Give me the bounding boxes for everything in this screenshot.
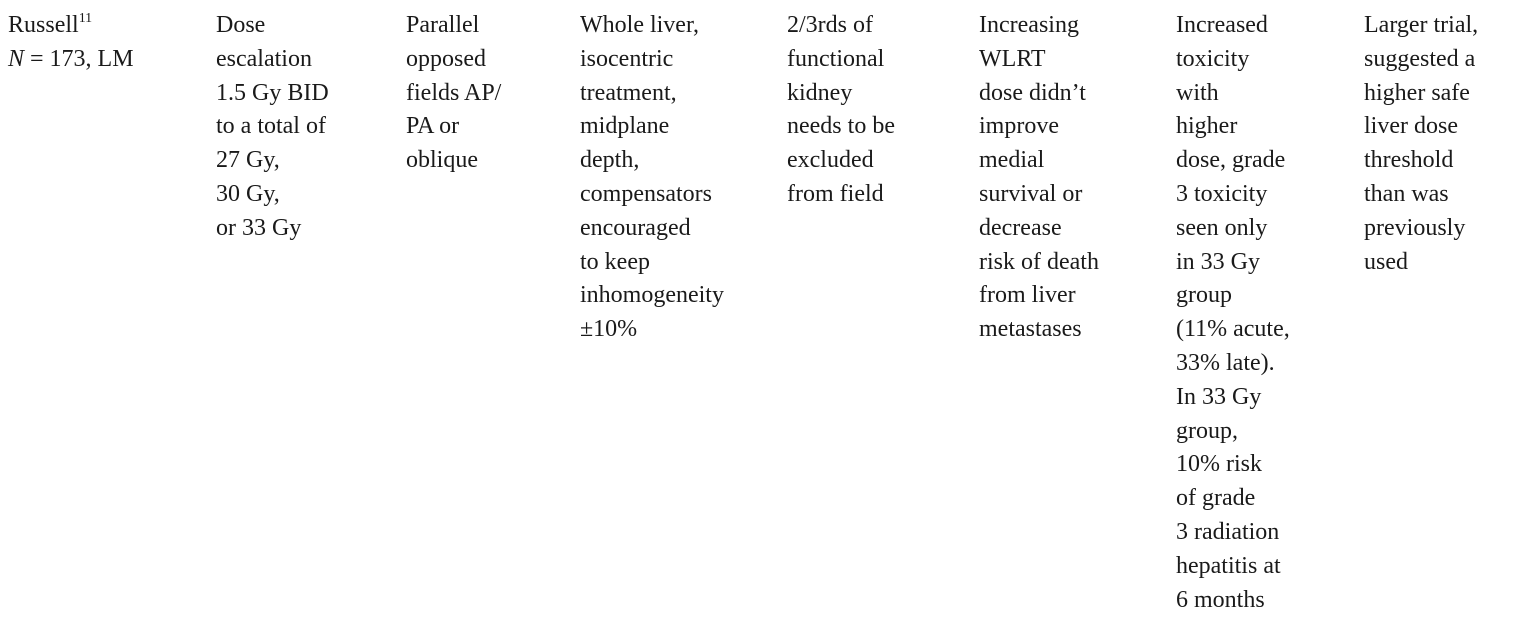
- toxicity-line: (11% acute,: [1176, 316, 1290, 343]
- study-author-line: [8, 9, 134, 43]
- toxicity-line: In 33 Gy: [1176, 383, 1262, 410]
- target-line: inhomogeneity: [580, 282, 724, 309]
- outcome-line: Increasing: [979, 12, 1079, 38]
- constraints-line: from field: [787, 180, 884, 207]
- outcome-cell: [979, 9, 1099, 347]
- dose-line: 1.5 Gy BID: [216, 79, 329, 106]
- outcome-line: from liver: [979, 282, 1076, 309]
- toxicity-line: with: [1176, 79, 1219, 106]
- toxicity-line: toxicity: [1176, 45, 1250, 72]
- toxicity-line: of grade: [1176, 485, 1256, 512]
- toxicity-line: group,: [1176, 417, 1238, 444]
- target-line: midplane: [580, 113, 670, 140]
- toxicity-line: 10% risk: [1176, 451, 1262, 478]
- target-line: to keep: [580, 248, 650, 275]
- toxicity-line: 33% late).: [1176, 349, 1275, 376]
- target-line: compensators: [580, 180, 712, 207]
- dose-line: 30 Gy,: [216, 180, 280, 207]
- target-line: Whole liver,: [580, 12, 699, 38]
- constraints-line: needs to be: [787, 113, 895, 140]
- outcome-line: improve: [979, 113, 1059, 140]
- comments-line: previously: [1364, 214, 1466, 241]
- target-cell: [580, 9, 724, 347]
- toxicity-line: 3 radiation: [1176, 518, 1280, 545]
- sample-size-value: = 173, LM: [24, 45, 134, 72]
- technique-line: oblique: [406, 147, 478, 174]
- dose-line: Dose: [216, 12, 266, 38]
- comments-line: Larger trial,: [1364, 12, 1479, 38]
- comments-line: used: [1364, 248, 1408, 275]
- outcome-line: risk of death: [979, 248, 1099, 275]
- technique-line: fields AP/: [406, 79, 502, 106]
- toxicity-line: in 33 Gy: [1176, 248, 1260, 275]
- toxicity-line: group: [1176, 282, 1232, 309]
- toxicity-line: higher: [1176, 113, 1238, 140]
- sample-size-label: N: [8, 45, 25, 72]
- toxicity-line: dose, grade: [1176, 147, 1286, 174]
- constraints-line: excluded: [787, 147, 874, 174]
- toxicity-line: hepatitis at: [1176, 552, 1281, 579]
- target-line: isocentric: [580, 45, 674, 72]
- outcome-line: metastases: [979, 316, 1082, 343]
- toxicity-line: seen only: [1176, 214, 1268, 241]
- dose-line: to a total of: [216, 113, 326, 140]
- dose-cell: [216, 9, 329, 246]
- toxicity-cell: [1176, 9, 1290, 617]
- technique-line: PA or: [406, 113, 460, 140]
- outcome-line: WLRT: [979, 45, 1046, 72]
- target-line: depth,: [580, 147, 640, 174]
- outcome-line: survival or: [979, 180, 1083, 207]
- constraints-line: 2/3rds of: [787, 12, 873, 38]
- outcome-line: decrease: [979, 214, 1062, 241]
- reference-superscript: 11: [78, 11, 93, 26]
- technique-line: opposed: [406, 45, 486, 72]
- study-sample-line: [8, 43, 134, 77]
- technique-line: Parallel: [406, 12, 480, 38]
- comments-line: than was: [1364, 180, 1449, 207]
- dose-line: escalation: [216, 45, 312, 72]
- outcome-line: medial: [979, 147, 1045, 174]
- constraints-cell: [787, 9, 895, 212]
- dose-line: or 33 Gy: [216, 214, 302, 241]
- toxicity-line: Increased: [1176, 12, 1268, 38]
- constraints-line: kidney: [787, 79, 853, 106]
- target-line: encouraged: [580, 214, 691, 241]
- toxicity-line: 6 months: [1176, 586, 1265, 613]
- dose-line: 27 Gy,: [216, 147, 280, 174]
- toxicity-line: 3 toxicity: [1176, 180, 1268, 207]
- comments-line: suggested a: [1364, 45, 1476, 72]
- constraints-line: functional: [787, 45, 885, 72]
- study-cell: [8, 9, 134, 77]
- target-line: treatment,: [580, 79, 677, 106]
- outcome-line: dose didn’t: [979, 79, 1086, 106]
- target-line: ±10%: [580, 316, 638, 343]
- comments-line: threshold: [1364, 147, 1454, 174]
- comments-line: liver dose: [1364, 113, 1458, 140]
- comments-cell: [1364, 9, 1478, 279]
- study-author: Russell: [8, 12, 79, 38]
- comments-line: higher safe: [1364, 79, 1470, 106]
- technique-cell: [406, 9, 501, 178]
